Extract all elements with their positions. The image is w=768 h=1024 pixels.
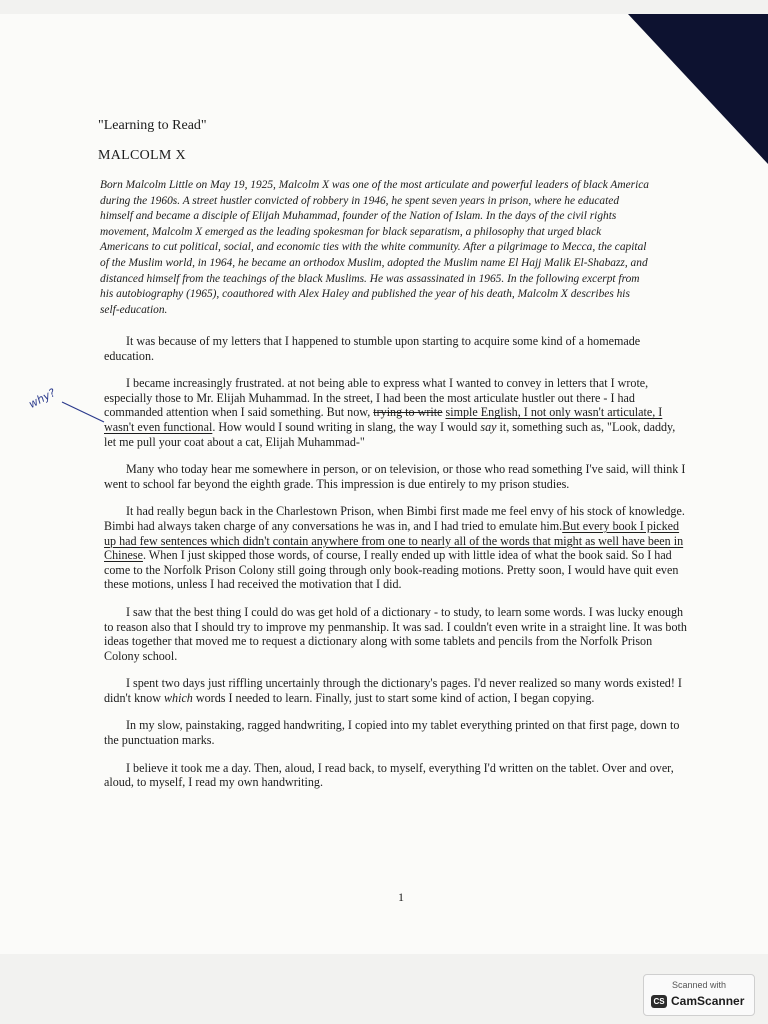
paragraph-6 [104, 676, 688, 705]
p4-underlined-text: But every book I picked up had few sentences which didn't contain anywhere from one to nearly all of the words that might as well have been in Chinese [104, 518, 684, 563]
p6-text-b: words I needed to learn. Finally, just to start some kind of action, I began copying. [192, 690, 595, 705]
p2-text-b: . How would I sound writing in slang, the way I would [212, 419, 481, 434]
camscanner-logo-icon: CS [651, 995, 667, 1008]
p4-text-b: . When I just skipped those words, of course, I really ended up with little idea of what the book said. So I had come to the Norfolk Prison Colony still going through only book-reading motions. Pretty soon, I would have quit even these motions, unless I had received the motivation that I did. [104, 548, 679, 592]
margin-note: why? [26, 386, 58, 411]
scan-corner-shadow [628, 14, 768, 164]
watermark-brand: CamScanner [671, 994, 745, 1008]
p6-italic-word: which [163, 690, 193, 705]
paragraph-8: I believe it took me a day. Then, aloud, I read back, to myself, everything I'd written on the tablet. Over and over, aloud, to myself, I read my own handwriting. [104, 760, 674, 790]
paragraph-7: In my slow, painstaking, ragged handwriting, I copied into my tablet everything printed on that first page, down to the punctuation marks. [104, 718, 680, 748]
margin-arrow-icon [60, 398, 110, 428]
paragraph-4 [104, 504, 688, 592]
p2-underlined-text: simple English, I not only wasn't articulate, I wasn't even functional [104, 405, 663, 434]
p6-text-a: I spent two days just riffling uncertainly through the dictionary's pages. I'd never realized so many words existed! I didn't know [104, 676, 682, 705]
essay-title: "Learning to Read" [98, 118, 207, 133]
paragraph-5: I saw that the best thing I could do was get hold of a dictionary - to study, to learn some words. I was lucky enough to reason also that I should try to improve my penmanship. It was sad. I couldn't even write in a straight line. It was both ideas together that moved me to request a dictionary along with some tablets and pencils from the Norfolk Prison Colony school. [104, 604, 687, 663]
paragraph-3: Many who today hear me somewhere in person, or on television, or those who read something I've said, will think I went to school far beyond the eighth grade. This impression is due entirely to my prison studies. [104, 462, 686, 491]
p2-italic-word: say [480, 419, 497, 434]
watermark-caption: Scanned with [671, 980, 727, 990]
p2-struck-text: trying to write [373, 405, 443, 420]
scanned-page [0, 14, 768, 954]
paragraph-1: It was because of my letters that I happened to stumble upon starting to acquire some kind of a homemade education. [104, 334, 641, 363]
essay-body [104, 334, 688, 803]
p4-text-a: It had really begun back in the Charlestown Prison, when Bimbi first made me feel envy of his stock of knowledge. Bimbi had always taken charge of any conversations he was in, and I had tried to emulate him. [104, 504, 685, 533]
intro-paragraph: Born Malcolm Little on May 19, 1925, Malcolm X was one of the most articulate and powerful leaders of black America during the 1960s. A street hustler convicted of robbery in 1946, he spent seven years in prison, where he educated himself and became a disciple of Elijah Muhammad, founder of the Nation of Islam. In the days of the civil rights movement, Malcolm X emerged as the leading spokesman for black separatism, a philosophy that urged black Americans to cut political, social, and economic ties with the white community. After a pilgrimage to Mecca, the capital of the Muslim world, in 1964, he became an orthodox Muslim, adopted the Muslim name El Hajj Malik El-Shabazz, and distanced himself from the teachings of the black Muslims. He was assassinated in 1965. In the following excerpt from his autobiography (1965), coauthored with Alex Haley and published the year of his death, Malcolm X describes his self-education. [100, 179, 650, 316]
essay-author: MALCOLM X [98, 148, 186, 163]
p2-text-a: I became increasingly frustrated. at not being able to express what I wanted to convey in letters that I wrote, especially those to Mr. Elijah Muhammad. In the street, I had been the most articulate hustler out there - I had commanded attention when I said something. But now, [104, 376, 649, 420]
paragraph-2 [104, 376, 688, 449]
page-number: 1 [398, 890, 404, 904]
camscanner-watermark [643, 974, 755, 1016]
p2-text-c: it, something such as, "Look, daddy, let me pull your coat about a cat, Elijah Muhammad-" [104, 419, 676, 449]
